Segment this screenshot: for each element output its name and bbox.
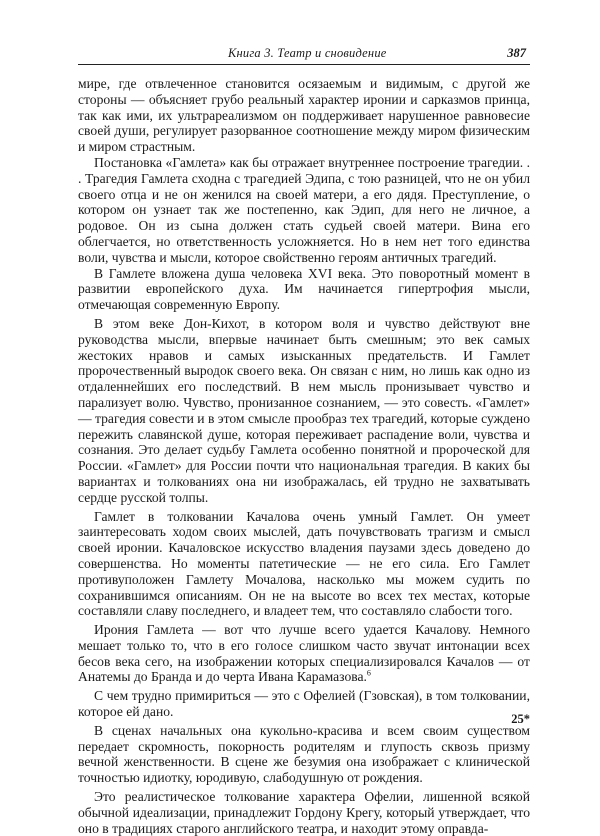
footnote-marker: 6 — [366, 668, 371, 678]
printer-signature: 25* — [511, 712, 530, 726]
page-header — [78, 44, 530, 65]
page-number: 387 — [507, 46, 526, 60]
paragraph-9: Это реалистическое толкование характера Офелии, лишенной всякой обычной идеализации, принадлежит Гордону Крегу, который утверждает, что оно в традициях старого английского театра, и находит этому оправда- — [78, 789, 530, 836]
paragraph-3: В Гамлете вложена душа человека XVI века. Это поворотный момент в развитии европейского духа. Им начинается гипертрофия мысли, отмечающая современную Европу. — [78, 265, 530, 313]
paragraph-7: С чем трудно примириться — это с Офелией (Гзовская), в том толковании, которое ей дано. — [78, 688, 530, 720]
paragraph-8: В сценах начальных она кукольно-красива и всем своим существом передает скромность, покорность родителям и глупость сквозь призму вечной женственности. В сцене же безумия она изображает с клинической точностью идиотку, юродивую, слабодушную от рождения. — [78, 722, 530, 786]
paragraph-4: В этом веке Дон-Кихот, в котором воля и чувство действуют вне руководства мысли, впервые начинает быть смешным; это век самых жестоких нравов и самых изысканных предательств. И Гамлет пророчественный выродок своего века. Он связан с ним, но лишь как одно из отдаленнейших его последствий. В нем мысль пронизывает чувство и парализует волю. Чувство, пронизанное сознанием, — это совесть. «Гамлет» — трагедия совести и в этом смысле прообраз тех трагедий, которые суждено пережить славянской душе, которая переживает распадение воли, чувства и сознания. Это делает судьбу Гамлета особенно понятной и пророческой для России. «Гамлет» для России почти что национальная трагедия. В каких бы вариантах и толкованиях она ни изображалась, ей трудно не захватывать сердце русской толпы. — [78, 315, 530, 505]
running-title: Книга 3. Театр и сновидение — [228, 46, 387, 60]
paragraph-5: Гамлет в толковании Качалова очень умный Гамлет. Он умеет заинтересовать ходом своих мыслей, дать почувствовать трагизм и смысл своей иронии. Качаловское искусство владения паузами здесь доведено до совершенства. Но моменты патетические — не его сила. Его Гамлет противуположен Гамлету Мочалова, насколько мы можем судить по сохранившимся описаниям. Он не на высоте во всех тех местах, которые составляли славу последнего, и владеет тем, что составляло слабости того. — [78, 508, 530, 619]
paragraph-1: мире, где отвлеченное становится осязаемым и видимым, с другой же стороны — объясняет грубо реальный характер иронии и сарказмов принца, так как ими, их ультрареализмом он поддерживает нарушенное равновесие своей души, регулирует разорванное соотношение между миром физическим и миром страстным. — [78, 76, 530, 155]
paragraph-6 — [78, 622, 530, 685]
body-text — [78, 76, 530, 836]
paragraph-2: Постановка «Гамлета» как бы отражает внутреннее построение трагедии. . . Трагедия Гамлета сходна с трагедией Эдипа, с тою разницей, что не он убил своего отца и не он женился на своей матери, а его дядя. Преступление, о котором он узнает так же постепенно, как Эдип, для него не личное, а родовое. Он из сына должен стать судьей своей матери. Вина его облегчается, но ответственность усложняется. Но в нем нет того единства воли, чувства и мысли, которое свойственно героям античных трагедий. — [78, 154, 530, 265]
paragraph-6-text: Ирония Гамлета — вот что лучше всего удается Качалову. Немного мешает только то, что в его голосе слишком часто звучат интонации всех бесов века сего, на изображении которых специализировался Качалов — от Анатемы до Бранда и до черта Ивана Карамазова. — [78, 622, 530, 685]
